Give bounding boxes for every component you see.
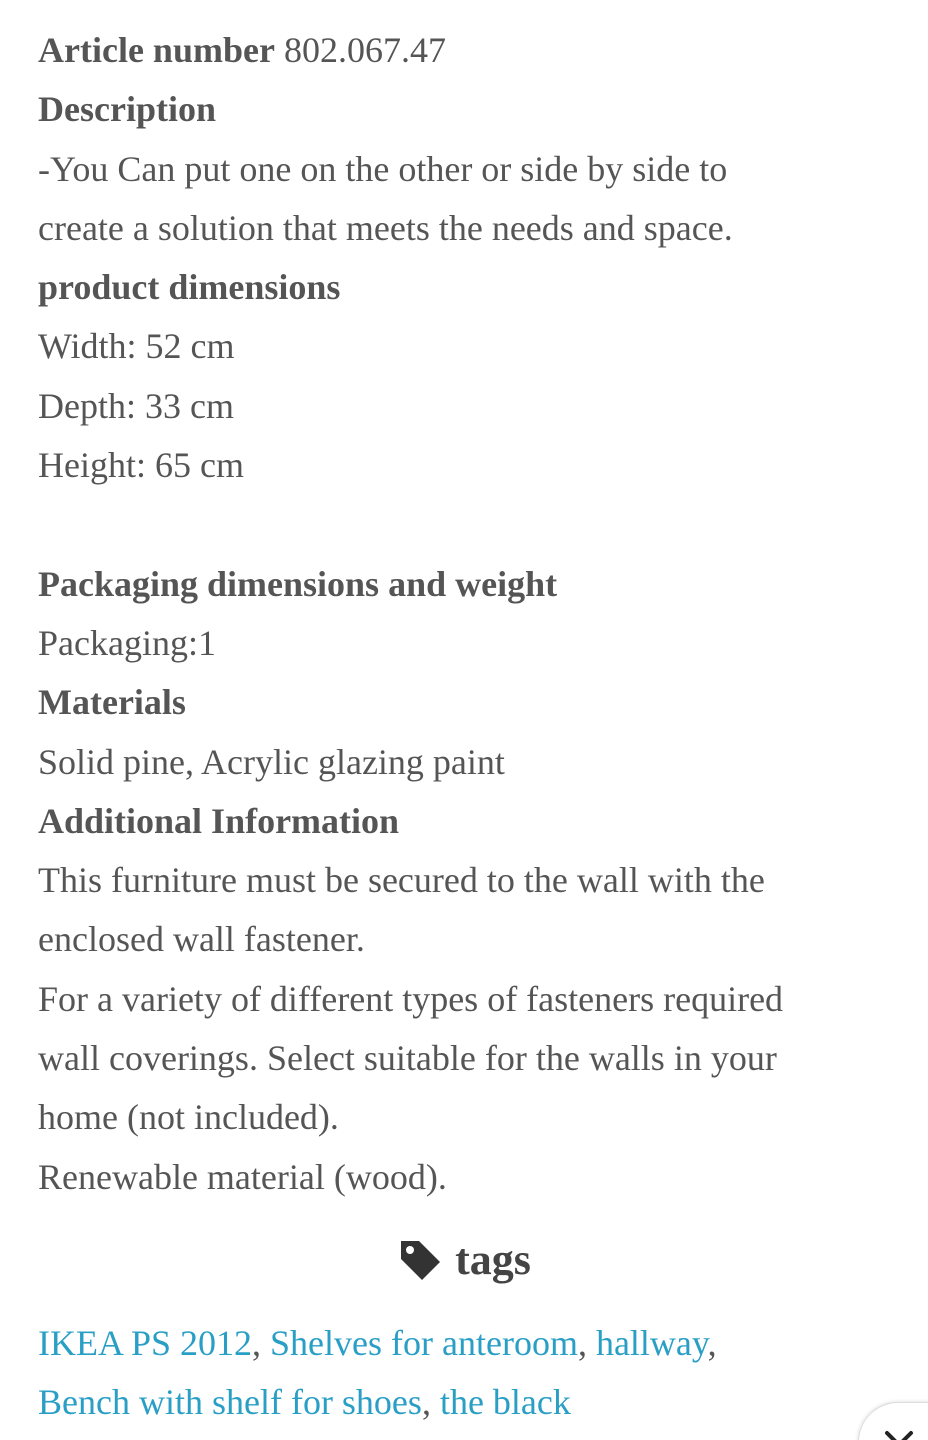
packaging-value: Packaging:1 [38, 622, 216, 663]
close-icon [879, 1419, 919, 1440]
article-number-row [38, 21, 898, 80]
product-details [38, 21, 898, 1207]
additional-info-line: Renewable material (wood). [38, 1156, 447, 1197]
tag-separator: , [421, 1382, 431, 1423]
tag-link-the-black[interactable]: the black [439, 1382, 571, 1423]
description-line: -You Can put one on the other or side by side to [38, 148, 728, 189]
tag-link-bench-with-shelf-for-shoes[interactable]: Bench with shelf for shoes [38, 1382, 422, 1423]
tag-link-shelves-for-anteroom[interactable]: Shelves for anteroom [270, 1323, 578, 1363]
tags-heading [0, 1230, 928, 1290]
description-line: create a solution that meets the needs and space. [38, 207, 733, 248]
packaging-heading: Packaging dimensions and weight [38, 563, 558, 604]
tag-link-ikea-ps-2012[interactable]: IKEA PS 2012 [38, 1323, 253, 1363]
additional-info-line: This furniture must be secured to the wall with the [38, 860, 765, 901]
dimension-depth: Depth: 33 cm [38, 385, 234, 426]
tag-separator: , [707, 1323, 717, 1363]
additional-info-line: wall coverings. Select suitable for the walls in your [38, 1038, 777, 1079]
tag-link-hallway[interactable]: hallway [595, 1323, 708, 1363]
tag-separator: , [252, 1323, 262, 1363]
additional-info-line: home (not included). [38, 1097, 339, 1138]
tags-heading-label: tags [455, 1235, 531, 1284]
dimension-width: Width: 52 cm [38, 326, 235, 367]
description-heading: Description [38, 89, 216, 130]
tags-list [38, 1314, 898, 1433]
product-dimensions-heading: product dimensions [38, 267, 341, 308]
additional-info-line: enclosed wall fastener. [38, 919, 365, 960]
additional-info-line: For a variety of different types of fasteners required [38, 978, 784, 1019]
article-number-value: 802.067.47 [283, 30, 446, 70]
additional-info-heading: Additional Information [38, 800, 400, 841]
materials-heading: Materials [38, 682, 186, 723]
tag-separator: , [577, 1323, 587, 1363]
tag-icon [397, 1237, 443, 1283]
section-gap [38, 495, 898, 554]
article-number-label: Article number [38, 30, 275, 70]
dimension-height: Height: 65 cm [38, 445, 244, 486]
materials-value: Solid pine, Acrylic glazing paint [38, 741, 505, 782]
